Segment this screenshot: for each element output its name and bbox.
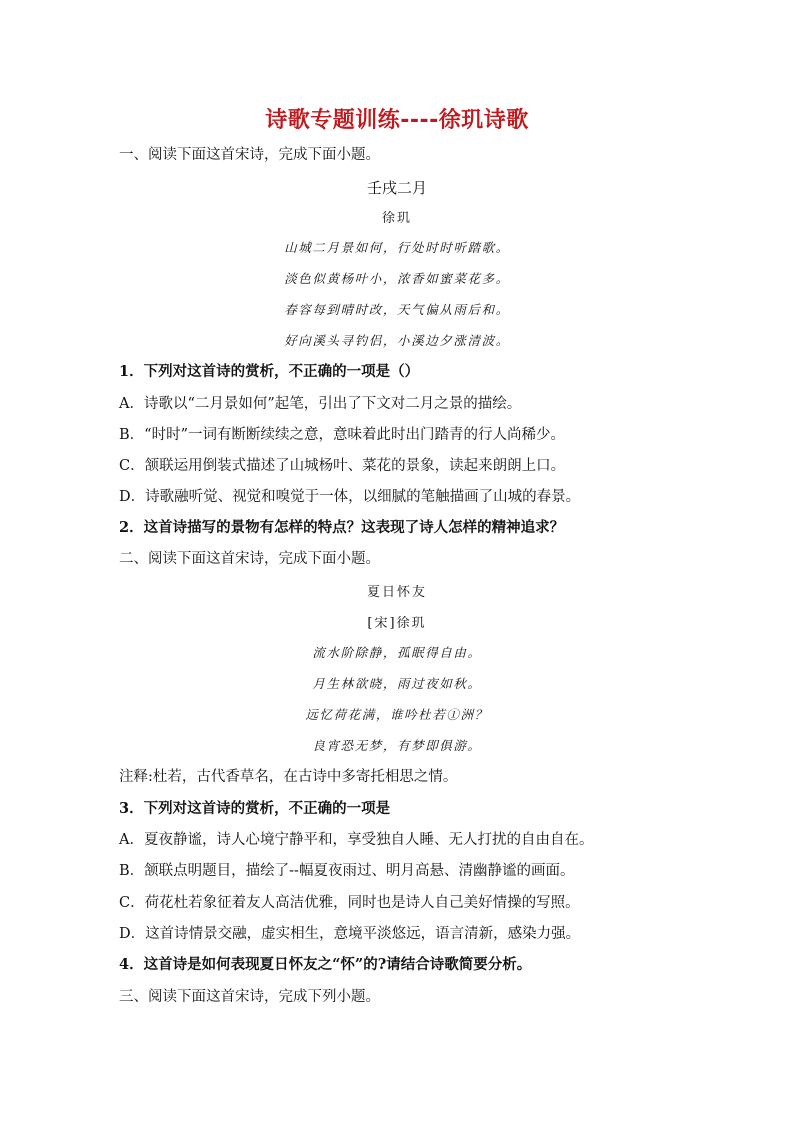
poem-2-author: [宋]徐玑 (367, 616, 427, 631)
question-3-option-b: B．颔联点明题目，描绘了--幅夏夜雨过、明月高悬、清幽静谧的画面。 (119, 863, 575, 879)
question-1-option-d: D．诗歌融听觉、视觉和嗅觉于一体，以细腻的笔触描画了山城的春景。 (119, 489, 581, 505)
poem-1-line: 好向溪头寻钓侣，小溪边夕涨清波。 (284, 333, 510, 348)
question-1-stem: 1．下列对这首诗的赏析，不正确的一项是（） (119, 363, 420, 380)
question-4-stem: 4．这首诗是如何表现夏日怀友之“怀”的?请结合诗歌简要分析。 (119, 956, 532, 973)
poem-2-line: 良宵恐无梦，有梦即俱游。 (312, 738, 482, 753)
poem-2-line: 月生林欲晓，雨过夜如秋。 (312, 676, 482, 691)
page-title: 诗歌专题训练----徐玑诗歌 (265, 108, 529, 133)
poem-2-title: 夏日怀友 (366, 585, 427, 600)
question-2-stem: 2．这首诗描写的景物有怎样的特点？这表现了诗人怎样的精神追求？ (119, 519, 565, 536)
poem-1-line: 山城二月景如何，行处时时听踏歌。 (284, 240, 510, 255)
poem-2-note: 注释:杜若，古代香草名，在古诗中多寄托相思之情。 (119, 769, 458, 785)
section-1-heading: 一、阅读下面这首宋诗，完成下面小题。 (119, 147, 380, 163)
poem-1-line: 春容每到晴时改，天气偏从雨后和。 (284, 302, 510, 317)
poem-2-line: 远忆荷花满，谁吟杜若①洲？ (305, 707, 489, 722)
section-2-heading: 二、阅读下面这首宋诗，完成下面小题。 (119, 551, 380, 567)
question-3-stem: 3．下列对这首诗的赏析，不正确的一项是 (119, 800, 391, 817)
question-3-option-d: D．这首诗情景交融，虚实相生，意境平淡悠远，语言清新，感染力强。 (119, 926, 581, 942)
section-3-heading: 三、阅读下面这首宋诗，完成下列小题。 (119, 989, 380, 1005)
question-3-option-c: C．荷花杜若象征着友人高洁优雅，同时也是诗人自己美好情操的写照。 (119, 895, 580, 911)
question-3-option-a: A．夏夜静谧，诗人心境宁静平和，享受独自人睡、无人打扰的自由自在。 (119, 832, 594, 848)
question-1-option-a: A．诗歌以“二月景如何”起笔，引出了下文对二月之景的描绘。 (119, 396, 522, 412)
question-1-option-b: B．“时时”一词有断断续续之意，意味着此时出门踏青的行人尚稀少。 (119, 427, 565, 443)
question-1-option-c: C．颔联运用倒装式描述了山城杨叶、菜花的景象，读起来朗朗上口。 (119, 458, 566, 474)
poem-1-title: 壬戌二月 (366, 179, 427, 197)
poem-1-author: 徐玑 (381, 211, 412, 226)
poem-1-line: 淡色似黄杨叶小，浓香如蜜菜花多。 (284, 271, 510, 286)
poem-2-line: 流水阶除静，孤眠得自由。 (312, 645, 482, 660)
